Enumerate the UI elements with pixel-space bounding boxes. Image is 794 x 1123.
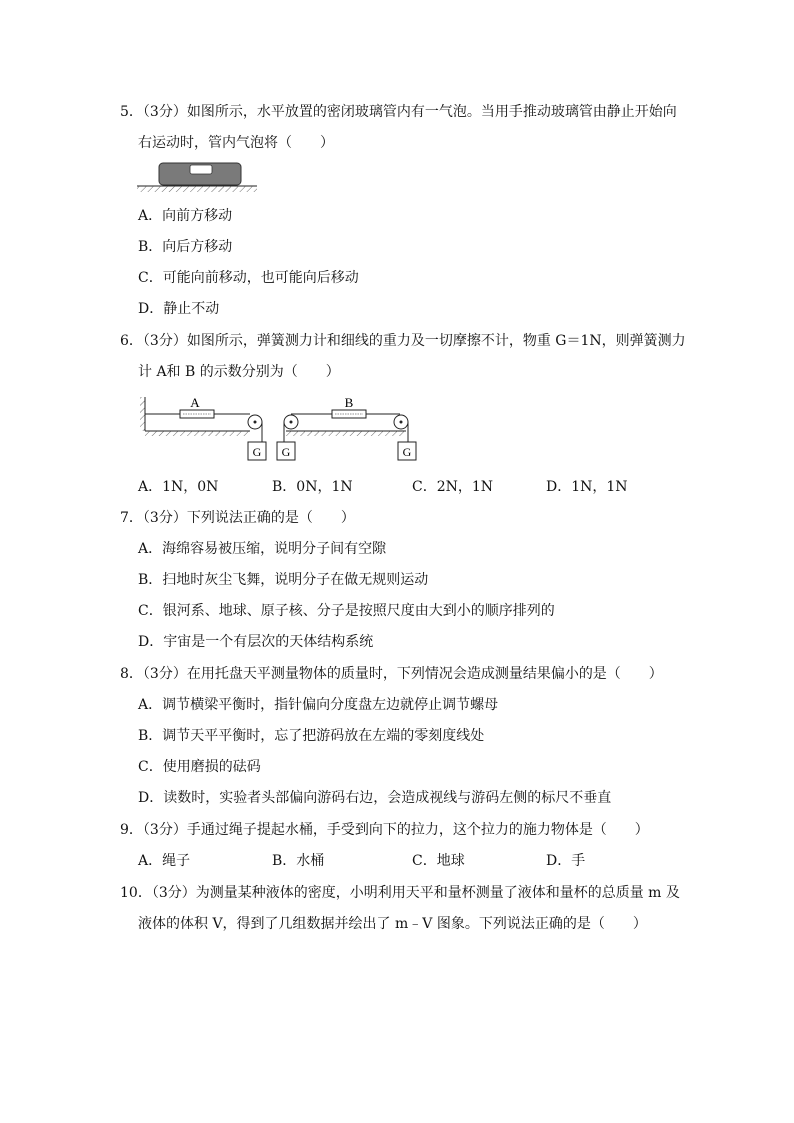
q9-option-a: A．绳子 <box>138 853 191 869</box>
svg-text:G: G <box>252 445 262 459</box>
q5-option-a: A．向前方移动 <box>138 208 233 224</box>
q7-option-a: A．海绵容易被压缩，说明分子间有空隙 <box>138 541 387 557</box>
q5-glass-tube-figure <box>137 160 257 196</box>
q5-option-c: C．可能向前移动，也可能向后移动 <box>138 270 359 286</box>
q7-option-c: C．银河系、地球、原子核、分子是按照尺度由大到小的顺序排列的 <box>138 603 555 619</box>
q6-stem-line2: 计 A和 B 的示数分别为（ ） <box>138 364 340 380</box>
q7-stem: 7．（3分）下列说法正确的是（ ） <box>120 510 355 526</box>
q9-option-b: B．水桶 <box>272 853 325 869</box>
q7-option-b: B．扫地时灰尘飞舞，说明分子在做无规则运动 <box>138 572 429 588</box>
label-b: B <box>344 395 354 410</box>
label-a: A <box>190 395 200 410</box>
q8-stem: 8．（3分）在用托盘天平测量物体的质量时，下列情况会造成测量结果偏小的是（ ） <box>120 666 663 682</box>
svg-text:G: G <box>281 445 291 459</box>
q9-option-d: D．手 <box>546 853 586 869</box>
q8-option-a: A．调节横梁平衡时，指针偏向分度盘左边就停止调节螺母 <box>138 697 499 713</box>
air-bubble <box>190 165 212 174</box>
q6-option-d: D．1N，1N <box>546 479 628 495</box>
q8-option-b: B．调节天平平衡时，忘了把游码放在左端的零刻度线处 <box>138 728 485 744</box>
q7-option-d: D．宇宙是一个有层次的天体结构系统 <box>138 634 374 650</box>
q5-option-b: B．向后方移动 <box>138 239 233 255</box>
q9-option-c: C．地球 <box>412 853 465 869</box>
q6-option-b: B．0N，1N <box>272 479 353 495</box>
q6-option-a: A．1N，0N <box>138 479 219 495</box>
q10-stem-line1: 10．（3分）为测量某种液体的密度，小明利用天平和量杯测量了液体和量杯的总质量 m 及 <box>120 885 680 901</box>
q8-option-d: D．读数时，实验者头部偏向游码右边，会造成视线与游码左侧的标尺不垂直 <box>138 790 612 806</box>
q5-stem-line2: 右运动时，管内气泡将（ ） <box>138 135 334 151</box>
q6-option-c: C．2N，1N <box>412 479 494 495</box>
q6-stem-line1: 6．（3分）如图所示，弹簧测力计和细线的重力及一切摩擦不计，物重 G＝1N，则弹簧测力 <box>120 333 686 349</box>
q9-stem: 9．（3分）手通过绳子提起水桶，手受到向下的拉力，这个拉力的施力物体是（ ） <box>120 822 649 838</box>
q6-spring-scale-figure <box>138 393 423 465</box>
q5-option-d: D．静止不动 <box>138 301 220 317</box>
q8-option-c: C．使用磨损的砝码 <box>138 759 261 775</box>
q5-stem-line1: 5．（3分）如图所示，水平放置的密闭玻璃管内有一气泡。当用手推动玻璃管由静止开始向 <box>120 104 677 120</box>
svg-text:G: G <box>402 445 412 459</box>
q10-stem-line2: 液体的体积 V，得到了几组数据并绘出了 m﹣V 图象。下列说法正确的是（ ） <box>138 916 647 932</box>
